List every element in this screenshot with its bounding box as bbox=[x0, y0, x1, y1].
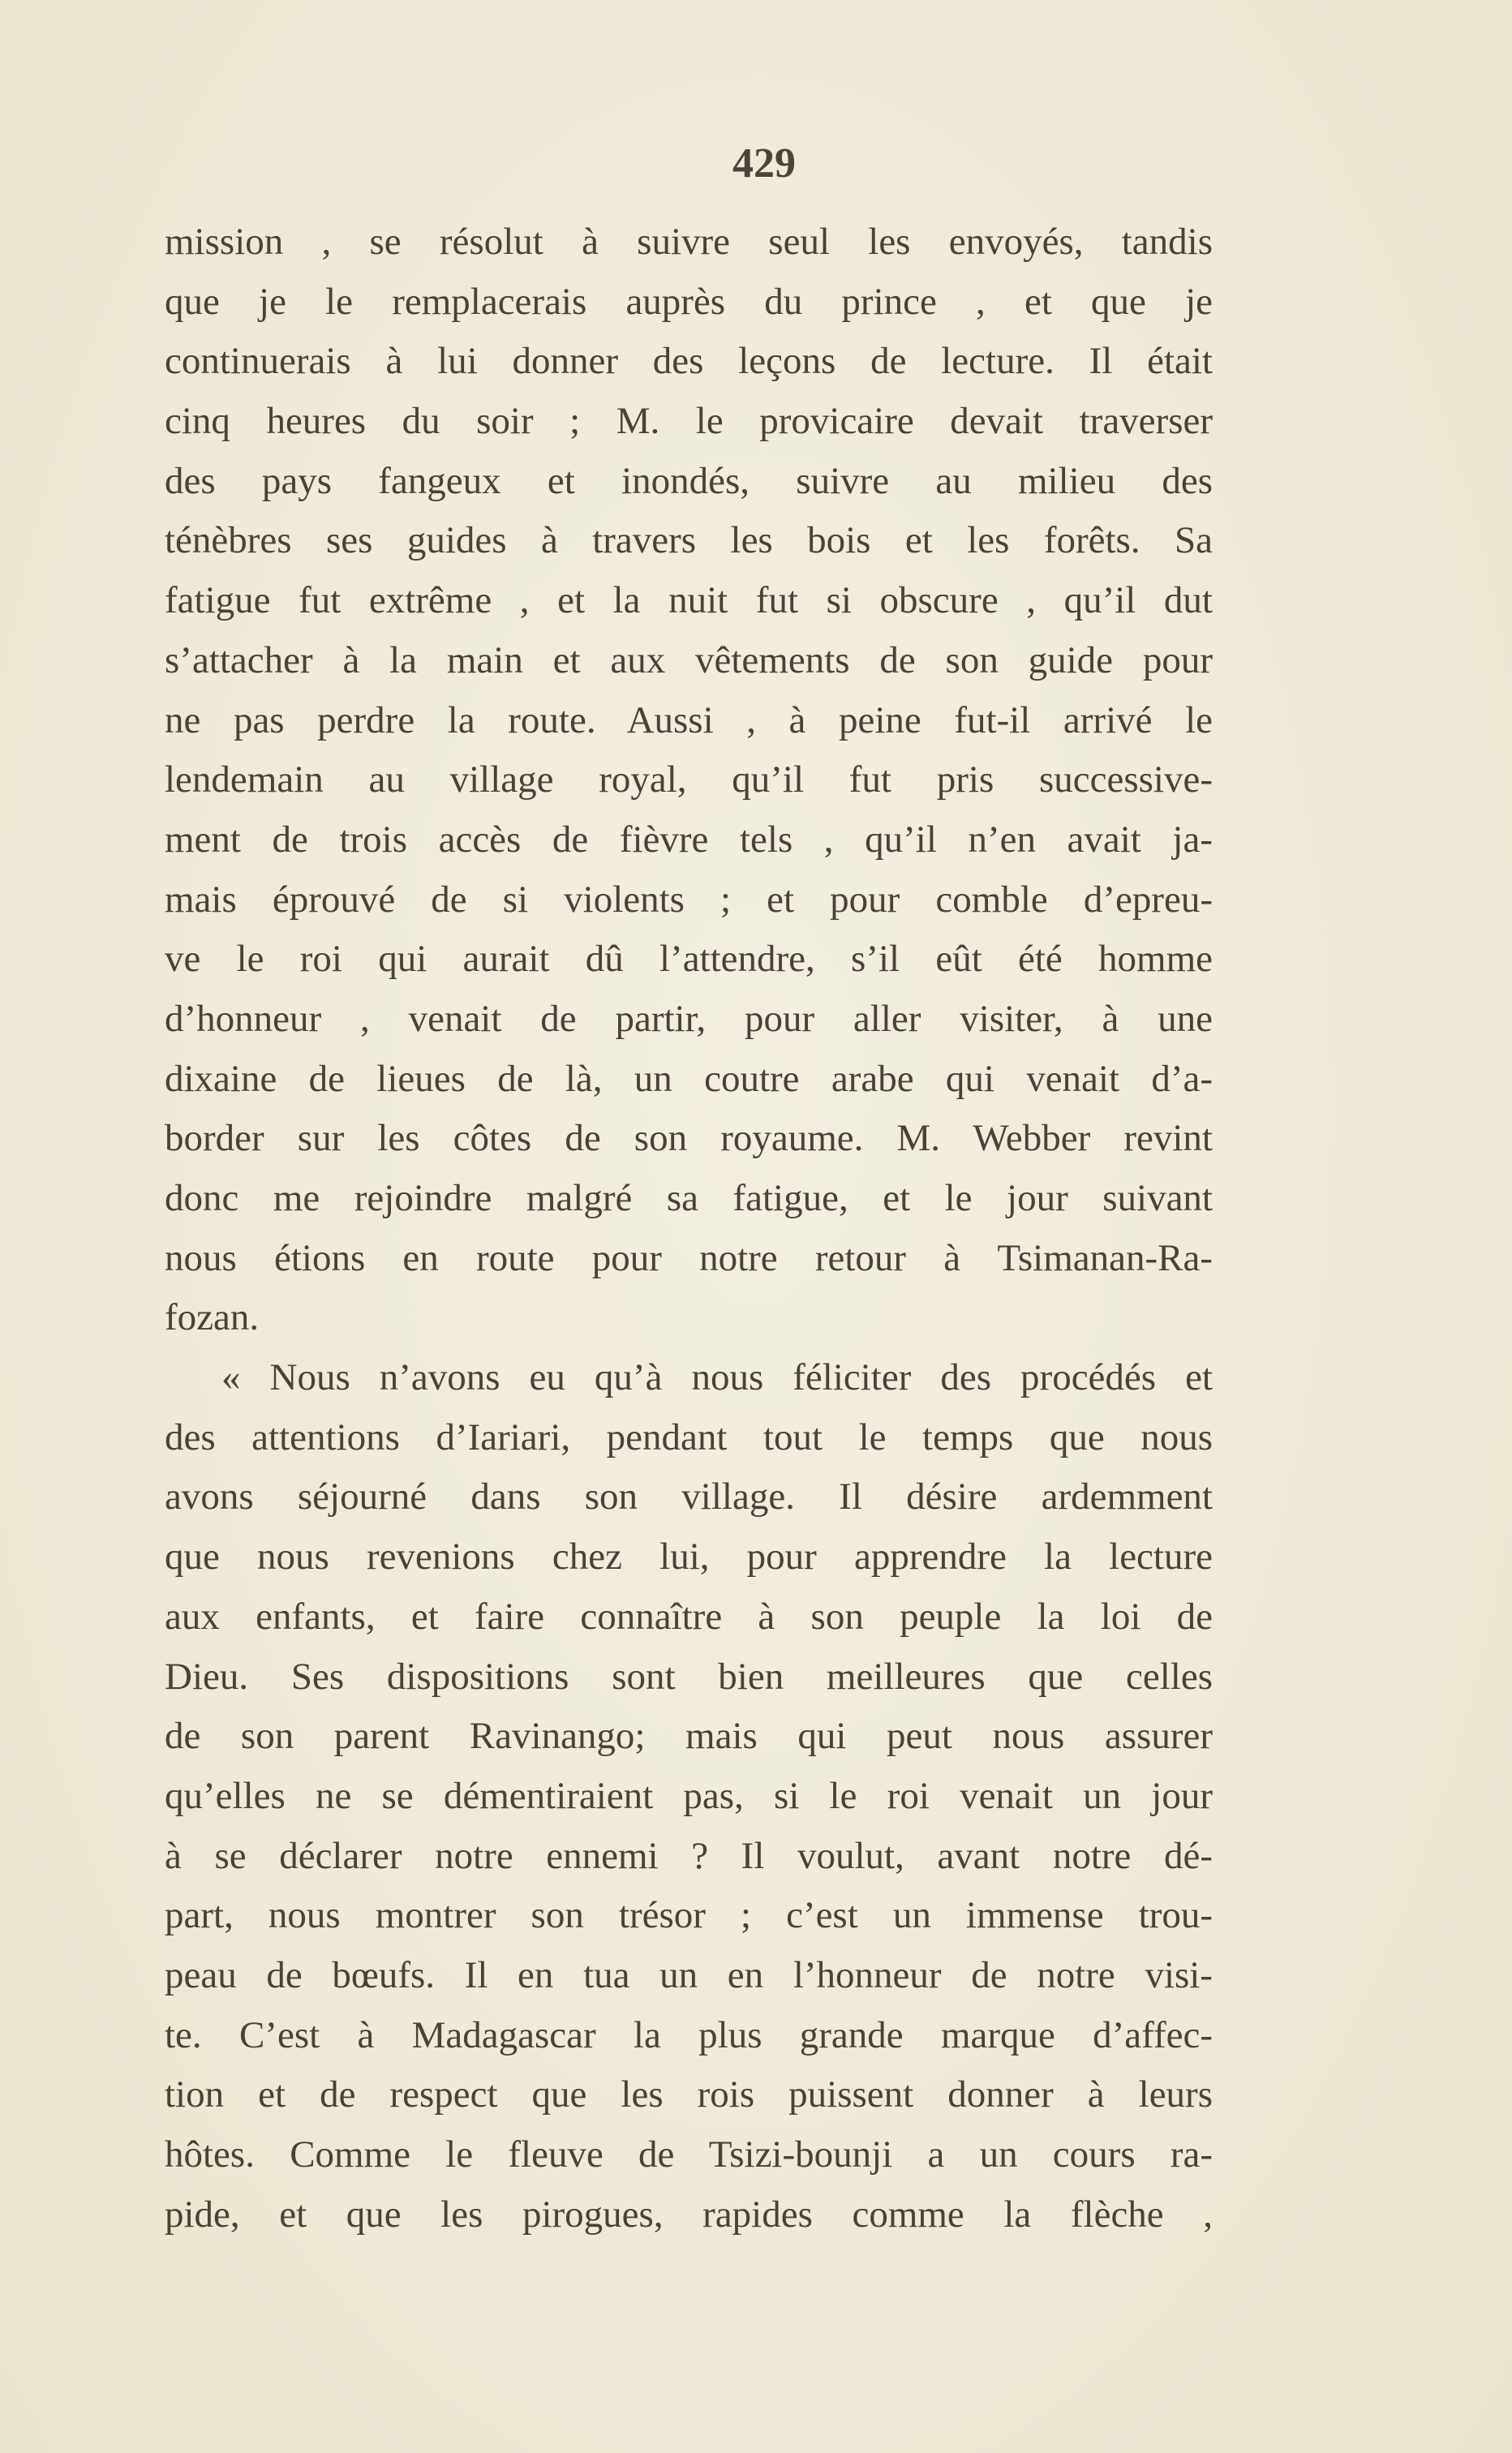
text-line: donc me rejoindre malgré sa fatigue, et le jour suivant bbox=[165, 1177, 1213, 1219]
text-line: ve le roi qui aurait dû l’attendre, s’il eût été homme bbox=[165, 938, 1213, 981]
text-line: continuerais à lui donner des leçons de lecture. Il était bbox=[165, 340, 1213, 383]
text-line: ment de trois accès de fièvre tels , qu’il n’en avait ja- bbox=[165, 818, 1213, 861]
text-line: ne pas perdre la route. Aussi , à peine fut-il arrivé le bbox=[165, 698, 1213, 741]
text-line: avons séjourné dans son village. Il désire ardemment bbox=[165, 1476, 1213, 1519]
text-line: de son parent Ravinango; mais qui peut nous assurer bbox=[165, 1715, 1213, 1758]
text-line: des pays fangeux et inondés, suivre au milieu des bbox=[165, 459, 1213, 502]
text-line: fatigue fut extrême , et la nuit fut si obscure , qu’il dut bbox=[165, 579, 1213, 622]
page-number: 429 bbox=[732, 140, 796, 187]
text-line: ténèbres ses guides à travers les bois et les forêts. Sa bbox=[165, 519, 1213, 562]
text-line: tion et de respect que les rois puissent donner à leurs bbox=[165, 2073, 1213, 2116]
text-line: Dieu. Ses dispositions sont bien meilleures que celles bbox=[165, 1655, 1213, 1698]
text-line: d’honneur , venait de partir, pour aller visiter, à une bbox=[165, 997, 1213, 1040]
text-line: lendemain au village royal, qu’il fut pris successive- bbox=[165, 758, 1213, 801]
text-line: mission , se résolut à suivre seul les envoyés, tandis bbox=[165, 221, 1213, 263]
text-line: te. C’est à Madagascar la plus grande marque d’affec- bbox=[165, 2013, 1213, 2056]
text-line: des attentions d’Iariari, pendant tout le temps que nous bbox=[165, 1416, 1213, 1458]
paragraph bbox=[165, 1348, 1213, 2245]
text-line: cinq heures du soir ; M. le provicaire devait traverser bbox=[165, 400, 1213, 443]
text-line: que je le remplacerais auprès du prince , et que je bbox=[165, 280, 1213, 323]
text-line: à se déclarer notre ennemi ? Il voulut, avant notre dé- bbox=[165, 1834, 1213, 1877]
text-line: fozan. bbox=[165, 1296, 260, 1339]
body-text bbox=[165, 213, 1213, 2245]
text-line: part, nous montrer son trésor ; c’est un immense trou- bbox=[165, 1894, 1213, 1937]
text-line: peau de bœufs. Il en tua un en l’honneur de notre visi- bbox=[165, 1953, 1213, 1996]
text-line: s’attacher à la main et aux vêtements de son guide pour bbox=[165, 638, 1213, 681]
text-line: border sur les côtes de son royaume. M. Webber revint bbox=[165, 1117, 1213, 1160]
text-line: « Nous n’avons eu qu’à nous féliciter des procédés et bbox=[221, 1356, 1213, 1399]
text-line: nous étions en route pour notre retour à Tsimanan-Ra- bbox=[165, 1236, 1213, 1279]
text-line: mais éprouvé de si violents ; et pour comble d’epreu- bbox=[165, 878, 1213, 921]
text-line: que nous revenions chez lui, pour apprendre la lecture bbox=[165, 1536, 1213, 1579]
paragraph bbox=[165, 213, 1213, 1348]
text-line: dixaine de lieues de là, un coutre arabe qui venait d’a- bbox=[165, 1057, 1213, 1100]
text-line: qu’elles ne se démentiraient pas, si le roi venait un jour bbox=[165, 1774, 1213, 1817]
text-line: pide, et que les pirogues, rapides comme la flèche , bbox=[165, 2193, 1213, 2236]
text-line: aux enfants, et faire connaître à son peuple la loi de bbox=[165, 1595, 1213, 1638]
text-line: hôtes. Comme le fleuve de Tsizi-bounji a un cours ra- bbox=[165, 2133, 1213, 2176]
